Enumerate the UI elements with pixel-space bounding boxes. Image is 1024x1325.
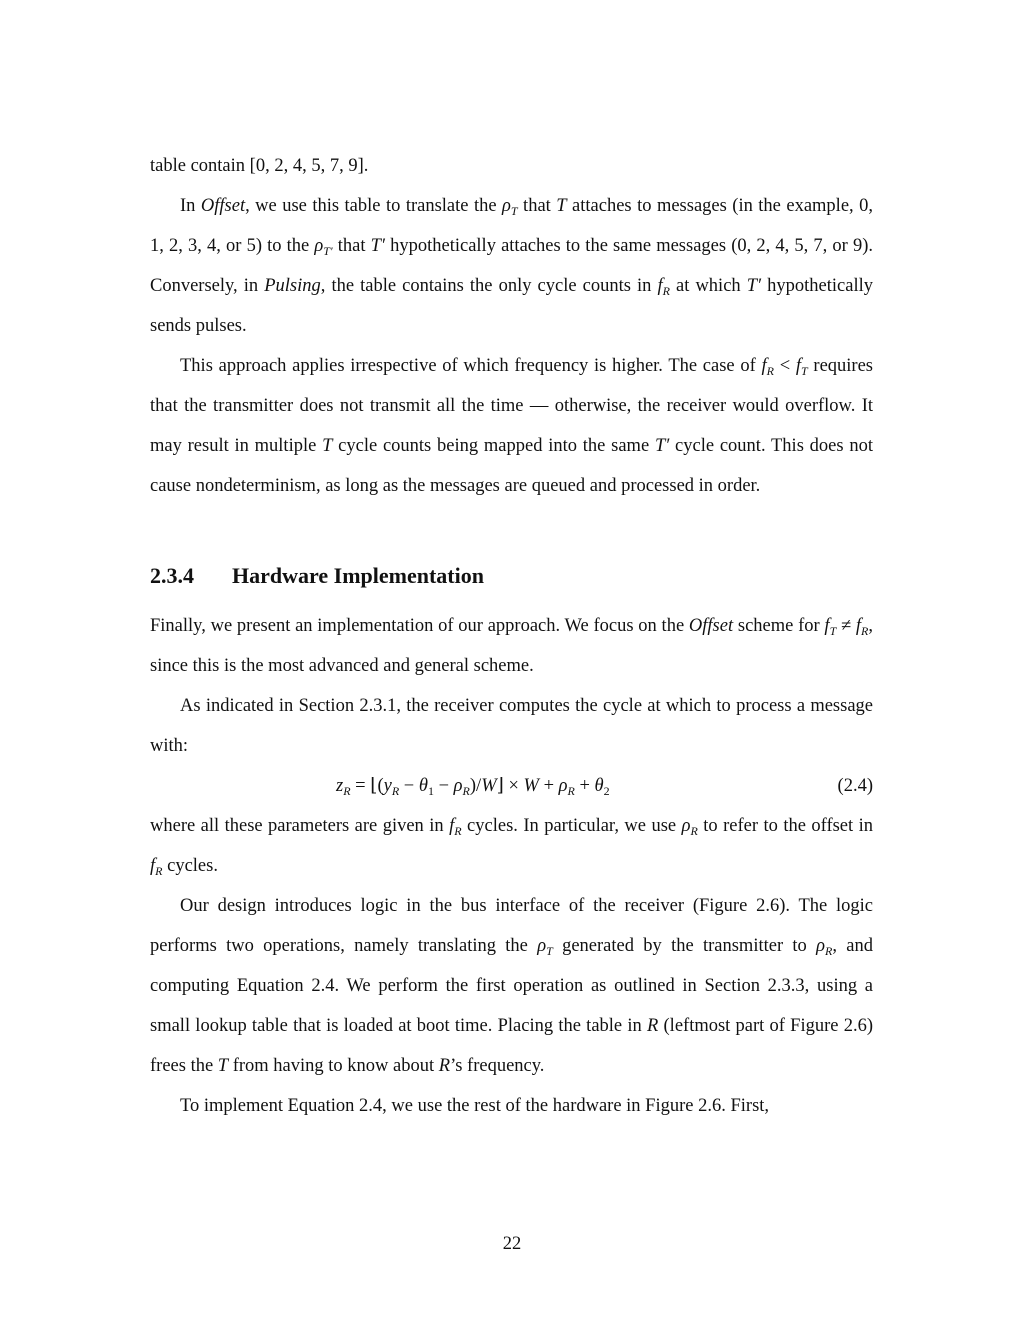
- paragraph-offset-translation: In Offset, we use this table to translate the $\rho_T$ that T attaches to messages (in the example, 0, 1, 2, 3, 4, or 5) to the $\rho_{T'}$ that T′ hypothetically attaches to the same messages (0, 2, 4, 5, 7, or 9). Conversely, in Pulsing, the table contains the only cycle counts in $f_R$ at which T′ hypothetically sends pulses.: [150, 196, 874, 336]
- paragraph-implement-equation: To implement Equation 2.4, we use the rest of the hardware in Figure 2.6. First,: [180, 1096, 770, 1116]
- paragraph-implementation-intro: Finally, we present an implementation of our approach. We focus on the Offset scheme for $f_T \ne f_R$, since this is the most advanced and general scheme.: [150, 616, 874, 676]
- paragraph-equation-intro: As indicated in Section 2.3.1, the receiver computes the cycle at which to process a message with:: [150, 696, 873, 756]
- paragraph-parameters: where all these parameters are given in $f_R$ cycles. In particular, we use $\rho_R$ to refer to the offset in $f_R$ cycles.: [150, 816, 874, 878]
- section-heading: [150, 560, 873, 592]
- equation-2-4: [150, 766, 873, 806]
- offset-term: Offset: [688, 616, 734, 636]
- section-title: Hardware Implementation: [232, 563, 484, 588]
- section-number: 2.3.4: [150, 563, 194, 588]
- paragraph-design: Our design introduces logic in the bus interface of the receiver (Figure 2.6). The logic performs two operations, namely translating the $\rho_T$ generated by the transmitter to $\rho_R$, and computing Equation 2.4. We perform the first operation as outlined in Section 2.3.3, using a small lookup table that is loaded at boot time. Placing the table in R (leftmost part of Figure 2.6) frees the T from having to know about R’s frequency.: [150, 896, 873, 1076]
- paragraph-frequency-approach: This approach applies irrespective of which frequency is higher. The case of $f_R < f_T$ requires that the transmitter does not transmit all the time — otherwise, the receiver would overflow. It may result in multiple T cycle counts being mapped into the same T′ cycle count. This does not cause nondeterminism, as long as the messages are queued and processed in order.: [150, 356, 874, 496]
- paragraph-table-contain: table contain [0, 2, 4, 5, 7, 9].: [150, 156, 369, 176]
- equation-number: (2.4): [837, 776, 873, 796]
- page-body: [150, 146, 873, 1126]
- page-number: 22: [502, 1234, 522, 1254]
- offset-term: Offset: [200, 196, 246, 216]
- equation-body: $z_R$ = $⌊(y_R - \theta_1$ − $\rho_R)/W⌋ \times W + \rho_R + \theta_2$: [336, 776, 610, 798]
- pulsing-term: Pulsing: [264, 276, 321, 296]
